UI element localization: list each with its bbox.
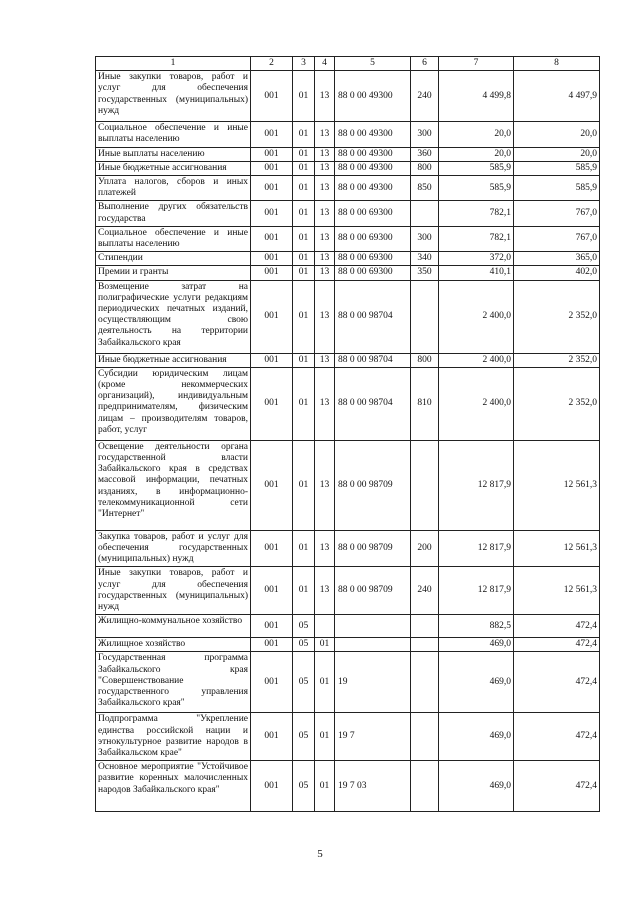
row-name-cell: Иные закупки товаров, работ и услуг для обеспечения государственных (муниципальных) нужд [96, 567, 251, 615]
target-article-cell: 88 0 00 98704 [335, 280, 411, 353]
amount-col8-cell: 4 497,9 [514, 71, 600, 122]
amount-col8-cell: 12 561,3 [514, 530, 600, 567]
amount-col8-cell: 20,0 [514, 122, 600, 147]
admin-code-cell: 001 [251, 280, 293, 353]
section-cell: 01 [293, 71, 315, 122]
table-row [96, 652, 600, 713]
section-cell: 01 [293, 176, 315, 201]
section-cell: 05 [293, 638, 315, 652]
target-article-cell: 19 7 03 [335, 761, 411, 812]
amount-col7-cell: 2 400,0 [439, 353, 514, 367]
admin-code-cell: 001 [251, 176, 293, 201]
header-cell: 5 [335, 57, 411, 71]
amount-col7-cell: 585,9 [439, 176, 514, 201]
expense-type-cell [411, 713, 439, 761]
row-name-cell: Жилищное хозяйство [96, 638, 251, 652]
target-article-cell: 88 0 00 49300 [335, 71, 411, 122]
table-row [96, 147, 600, 161]
amount-col7-cell: 469,0 [439, 761, 514, 812]
header-cell: 1 [96, 57, 251, 71]
admin-code-cell: 001 [251, 713, 293, 761]
section-cell: 01 [293, 440, 315, 530]
admin-code-cell: 001 [251, 353, 293, 367]
expense-type-cell [411, 615, 439, 638]
section-cell: 01 [293, 147, 315, 161]
row-name-cell: Премии и гранты [96, 266, 251, 280]
page-number: 5 [317, 848, 323, 860]
amount-col7-cell: 469,0 [439, 713, 514, 761]
section-cell: 05 [293, 761, 315, 812]
subsection-cell: 13 [315, 71, 335, 122]
table-row [96, 122, 600, 147]
amount-col8-cell: 585,9 [514, 161, 600, 175]
row-name-cell: Жилищно-коммунальное хозяйство [96, 615, 251, 638]
expense-type-cell [411, 761, 439, 812]
amount-col8-cell: 20,0 [514, 147, 600, 161]
table-body [96, 57, 600, 812]
amount-col7-cell: 12 817,9 [439, 440, 514, 530]
amount-col7-cell: 585,9 [439, 161, 514, 175]
table-row [96, 713, 600, 761]
subsection-cell: 01 [315, 713, 335, 761]
header-cell: 4 [315, 57, 335, 71]
amount-col7-cell: 12 817,9 [439, 567, 514, 615]
target-article-cell [335, 638, 411, 652]
subsection-cell [315, 615, 335, 638]
subsection-cell: 13 [315, 122, 335, 147]
row-name-cell: Иные закупки товаров, работ и услуг для обеспечения государственных (муниципальных) нужд [96, 71, 251, 122]
expense-type-cell: 300 [411, 226, 439, 251]
amount-col7-cell: 782,1 [439, 201, 514, 226]
section-cell: 05 [293, 652, 315, 713]
section-cell: 05 [293, 615, 315, 638]
admin-code-cell: 001 [251, 652, 293, 713]
row-name-cell: Субсидии юридическим лицам (кроме некоммерческих организаций), индивидуальным предпринимателям, физическим лицам – производителям товаров, работ, услуг [96, 367, 251, 440]
subsection-cell: 13 [315, 176, 335, 201]
section-cell: 01 [293, 266, 315, 280]
row-name-cell: Государственная программа Забайкальского края "Совершенствование государственного управления Забайкальского края" [96, 652, 251, 713]
row-name-cell: Выполнение других обязательств государства [96, 201, 251, 226]
section-cell: 01 [293, 252, 315, 266]
table-row [96, 353, 600, 367]
target-article-cell: 19 [335, 652, 411, 713]
target-article-cell: 88 0 00 69300 [335, 201, 411, 226]
amount-col8-cell: 2 352,0 [514, 353, 600, 367]
admin-code-cell: 001 [251, 161, 293, 175]
subsection-cell: 13 [315, 161, 335, 175]
subsection-cell: 13 [315, 353, 335, 367]
row-name-cell: Освещение деятельности органа государственной власти Забайкальского края в средствах массовой информации, печатных изданиях, в информационно-телекоммуникационной сети "Интернет" [96, 440, 251, 530]
table-row [96, 280, 600, 353]
admin-code-cell: 001 [251, 615, 293, 638]
table-row [96, 71, 600, 122]
table-row [96, 638, 600, 652]
amount-col7-cell: 20,0 [439, 147, 514, 161]
admin-code-cell: 001 [251, 367, 293, 440]
header-cell: 6 [411, 57, 439, 71]
target-article-cell: 88 0 00 98704 [335, 367, 411, 440]
table-row [96, 266, 600, 280]
expense-type-cell: 240 [411, 71, 439, 122]
amount-col7-cell: 469,0 [439, 652, 514, 713]
target-article-cell [335, 615, 411, 638]
subsection-cell: 01 [315, 652, 335, 713]
subsection-cell: 01 [315, 761, 335, 812]
amount-col7-cell: 782,1 [439, 226, 514, 251]
amount-col8-cell: 472,4 [514, 761, 600, 812]
amount-col8-cell: 12 561,3 [514, 440, 600, 530]
admin-code-cell: 001 [251, 266, 293, 280]
section-cell: 01 [293, 280, 315, 353]
expense-type-cell: 340 [411, 252, 439, 266]
header-cell: 7 [439, 57, 514, 71]
amount-col7-cell: 372,0 [439, 252, 514, 266]
expense-type-cell: 200 [411, 530, 439, 567]
table-header-row [96, 57, 600, 71]
budget-table [95, 56, 600, 812]
admin-code-cell: 001 [251, 252, 293, 266]
header-cell: 8 [514, 57, 600, 71]
section-cell: 05 [293, 713, 315, 761]
table-row [96, 615, 600, 638]
amount-col8-cell: 365,0 [514, 252, 600, 266]
amount-col7-cell: 20,0 [439, 122, 514, 147]
amount-col7-cell: 2 400,0 [439, 367, 514, 440]
amount-col7-cell: 469,0 [439, 638, 514, 652]
header-cell: 3 [293, 57, 315, 71]
amount-col8-cell: 767,0 [514, 201, 600, 226]
amount-col8-cell: 472,4 [514, 652, 600, 713]
amount-col8-cell: 12 561,3 [514, 567, 600, 615]
subsection-cell: 13 [315, 530, 335, 567]
admin-code-cell: 001 [251, 201, 293, 226]
expense-type-cell: 810 [411, 367, 439, 440]
table-row [96, 530, 600, 567]
amount-col8-cell: 2 352,0 [514, 367, 600, 440]
table-row [96, 161, 600, 175]
section-cell: 01 [293, 567, 315, 615]
amount-col7-cell: 410,1 [439, 266, 514, 280]
subsection-cell: 13 [315, 266, 335, 280]
expense-type-cell [411, 440, 439, 530]
table-row [96, 440, 600, 530]
target-article-cell: 88 0 00 69300 [335, 226, 411, 251]
target-article-cell: 88 0 00 98709 [335, 567, 411, 615]
amount-col8-cell: 472,4 [514, 638, 600, 652]
header-cell: 2 [251, 57, 293, 71]
subsection-cell: 13 [315, 252, 335, 266]
admin-code-cell: 001 [251, 226, 293, 251]
expense-type-cell [411, 652, 439, 713]
subsection-cell: 13 [315, 226, 335, 251]
target-article-cell: 88 0 00 49300 [335, 122, 411, 147]
amount-col8-cell: 472,4 [514, 615, 600, 638]
section-cell: 01 [293, 201, 315, 226]
expense-type-cell: 850 [411, 176, 439, 201]
amount-col7-cell: 4 499,8 [439, 71, 514, 122]
amount-col8-cell: 767,0 [514, 226, 600, 251]
target-article-cell: 88 0 00 49300 [335, 161, 411, 175]
section-cell: 01 [293, 530, 315, 567]
target-article-cell: 88 0 00 98704 [335, 353, 411, 367]
admin-code-cell: 001 [251, 530, 293, 567]
amount-col8-cell: 472,4 [514, 713, 600, 761]
row-name-cell: Стипендии [96, 252, 251, 266]
subsection-cell: 13 [315, 147, 335, 161]
subsection-cell: 13 [315, 201, 335, 226]
row-name-cell: Иные бюджетные ассигнования [96, 161, 251, 175]
row-name-cell: Иные бюджетные ассигнования [96, 353, 251, 367]
expense-type-cell: 800 [411, 161, 439, 175]
target-article-cell: 88 0 00 98709 [335, 440, 411, 530]
amount-col8-cell: 2 352,0 [514, 280, 600, 353]
row-name-cell: Уплата налогов, сборов и иных платежей [96, 176, 251, 201]
target-article-cell: 88 0 00 49300 [335, 147, 411, 161]
section-cell: 01 [293, 353, 315, 367]
row-name-cell: Социальное обеспечение и иные выплаты населению [96, 122, 251, 147]
section-cell: 01 [293, 367, 315, 440]
table-row [96, 226, 600, 251]
row-name-cell: Подпрограмма "Укрепление единства российской нации и этнокультурное развитие народов в Забайкальском крае" [96, 713, 251, 761]
admin-code-cell: 001 [251, 567, 293, 615]
subsection-cell: 13 [315, 367, 335, 440]
row-name-cell: Основное мероприятие "Устойчивое развитие коренных малочисленных народов Забайкальского края" [96, 761, 251, 812]
target-article-cell: 19 7 [335, 713, 411, 761]
expense-type-cell: 360 [411, 147, 439, 161]
expense-type-cell [411, 201, 439, 226]
table-row [96, 176, 600, 201]
expense-type-cell: 300 [411, 122, 439, 147]
subsection-cell: 13 [315, 440, 335, 530]
expense-type-cell: 800 [411, 353, 439, 367]
row-name-cell: Иные выплаты населению [96, 147, 251, 161]
expense-type-cell: 240 [411, 567, 439, 615]
admin-code-cell: 001 [251, 147, 293, 161]
table-row [96, 201, 600, 226]
admin-code-cell: 001 [251, 122, 293, 147]
row-name-cell: Социальное обеспечение и иные выплаты населению [96, 226, 251, 251]
admin-code-cell: 001 [251, 761, 293, 812]
expense-type-cell [411, 638, 439, 652]
target-article-cell: 88 0 00 69300 [335, 252, 411, 266]
subsection-cell: 01 [315, 638, 335, 652]
table-row [96, 367, 600, 440]
admin-code-cell: 001 [251, 440, 293, 530]
subsection-cell: 13 [315, 567, 335, 615]
row-name-cell: Возмещение затрат на полиграфические услуги редакциям периодических печатных изданий, осуществляющим свою деятельность на территории Забайкальского края [96, 280, 251, 353]
expense-type-cell: 350 [411, 266, 439, 280]
amount-col8-cell: 585,9 [514, 176, 600, 201]
admin-code-cell: 001 [251, 71, 293, 122]
table-row [96, 567, 600, 615]
amount-col7-cell: 882,5 [439, 615, 514, 638]
table-row [96, 252, 600, 266]
amount-col7-cell: 12 817,9 [439, 530, 514, 567]
target-article-cell: 88 0 00 49300 [335, 176, 411, 201]
expense-type-cell [411, 280, 439, 353]
target-article-cell: 88 0 00 69300 [335, 266, 411, 280]
target-article-cell: 88 0 00 98709 [335, 530, 411, 567]
section-cell: 01 [293, 122, 315, 147]
amount-col7-cell: 2 400,0 [439, 280, 514, 353]
admin-code-cell: 001 [251, 638, 293, 652]
section-cell: 01 [293, 161, 315, 175]
amount-col8-cell: 402,0 [514, 266, 600, 280]
row-name-cell: Закупка товаров, работ и услуг для обеспечения государственных (муниципальных) нужд [96, 530, 251, 567]
subsection-cell: 13 [315, 280, 335, 353]
section-cell: 01 [293, 226, 315, 251]
table-row [96, 761, 600, 812]
